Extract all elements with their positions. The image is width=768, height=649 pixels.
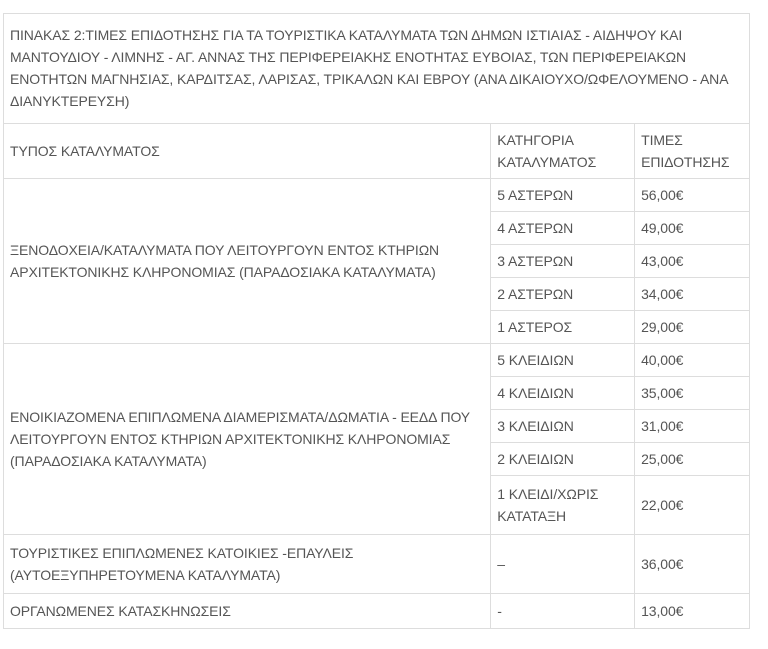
row-category: 3 ΑΣΤΕΡΩΝ (491, 245, 635, 278)
row-price: 29,00€ (635, 311, 750, 344)
row-category: 1 ΚΛΕΙΔΙ/ΧΩΡΙΣ ΚΑΤΑΤΑΞΗ (491, 476, 635, 535)
row-category: – (491, 535, 635, 594)
table-row (4, 535, 750, 594)
table-container (3, 13, 750, 629)
header-type: ΤΥΠΟΣ ΚΑΤΑΛΥΜΑΤΟΣ (4, 124, 491, 179)
table-row (4, 179, 750, 212)
row-category: - (491, 594, 635, 629)
row-price: 34,00€ (635, 278, 750, 311)
header-price: ΤΙΜΕΣ ΕΠΙΔΟΤΗΣΗΣ (635, 124, 750, 179)
row-price: 31,00€ (635, 410, 750, 443)
row-category: 4 ΑΣΤΕΡΩΝ (491, 212, 635, 245)
row-type: ΟΡΓΑΝΩΜΕΝΕΣ ΚΑΤΑΣΚΗΝΩΣΕΙΣ (4, 594, 491, 629)
row-price: 22,00€ (635, 476, 750, 535)
header-category: ΚΑΤΗΓΟΡΙΑ ΚΑΤΑΛΥΜΑΤΟΣ (491, 124, 635, 179)
table-title-row (4, 14, 750, 124)
row-price: 13,00€ (635, 594, 750, 629)
row-category: 5 ΚΛΕΙΔΙΩΝ (491, 344, 635, 377)
subsidy-table (3, 13, 750, 629)
row-category: 3 ΚΛΕΙΔΙΩΝ (491, 410, 635, 443)
row-price: 40,00€ (635, 344, 750, 377)
row-price: 43,00€ (635, 245, 750, 278)
row-category: 2 ΑΣΤΕΡΩΝ (491, 278, 635, 311)
table-row (4, 594, 750, 629)
row-category: 2 ΚΛΕΙΔΙΩΝ (491, 443, 635, 476)
table-row (4, 344, 750, 377)
row-category: 4 ΚΛΕΙΔΙΩΝ (491, 377, 635, 410)
row-price: 25,00€ (635, 443, 750, 476)
row-type: ΤΟΥΡΙΣΤΙΚΕΣ ΕΠΙΠΛΩΜΕΝΕΣ ΚΑΤΟΙΚΙΕΣ -ΕΠΑΥΛΕΙΣ (ΑΥΤΟΕΞΥΠΗΡΕΤΟΥΜΕΝΑ ΚΑΤΑΛΥΜΑΤΑ) (4, 535, 491, 594)
row-price: 56,00€ (635, 179, 750, 212)
group-type-hotels: ΞΕΝΟΔΟΧΕΙΑ/ΚΑΤΑΛΥΜΑΤΑ ΠΟΥ ΛΕΙΤΟΥΡΓΟΥΝ ΕΝΤΟΣ ΚΤΗΡΙΩΝ ΑΡΧΙΤΕΚΤΟΝΙΚΗΣ ΚΛΗΡΟΝΟΜΙΑΣ (ΠΑΡΑΔΟΣΙΑΚΑ ΚΑΤΑΛΥΜΑΤΑ) (4, 179, 491, 344)
table-header-row (4, 124, 750, 179)
row-category: 5 ΑΣΤΕΡΩΝ (491, 179, 635, 212)
table-title: ΠΙΝΑΚΑΣ 2:ΤΙΜΕΣ ΕΠΙΔΟΤΗΣΗΣ ΓΙΑ ΤΑ ΤΟΥΡΙΣΤΙΚΑ ΚΑΤΑΛΥΜΑΤΑ ΤΩΝ ΔΗΜΩΝ ΙΣΤΙΑΙΑΣ - ΑΙΔΗΨΟΥ ΚΑΙ ΜΑΝΤΟΥΔΙΟΥ - ΛΙΜΝΗΣ - ΑΓ. ΑΝΝΑΣ ΤΗΣ ΠΕΡΙΦΕΡΕΙΑΚΗΣ ΕΝΟΤΗΤΑΣ ΕΥΒΟΙΑΣ, ΤΩΝ ΠΕΡΙΦΕΡΕΙΑΚΩΝ ΕΝΟΤΗΤΩΝ ΜΑΓΝΗΣΙΑΣ, ΚΑΡΔΙΤΣΑΣ, ΛΑΡΙΣΑΣ, ΤΡΙΚΑΛΩΝ ΚΑΙ ΕΒΡΟΥ (ΑΝΑ ΔΙΚΑΙΟΥΧΟ/ΩΦΕΛΟΥΜΕΝΟ - ΑΝΑ ΔΙΑΝΥΚΤΕΡΕΥΣΗ) (4, 14, 750, 124)
group-type-apartments: ΕΝΟΙΚΙΑΖΟΜΕΝΑ ΕΠΙΠΛΩΜΕΝΑ ΔΙΑΜΕΡΙΣΜΑΤΑ/ΔΩΜΑΤΙΑ - ΕΕΔΔ ΠΟΥ ΛΕΙΤΟΥΡΓΟΥΝ ΕΝΤΟΣ ΚΤΗΡΙΩΝ ΑΡΧΙΤΕΚΤΟΝΙΚΗΣ ΚΛΗΡΟΝΟΜΙΑΣ (ΠΑΡΑΔΟΣΙΑΚΑ ΚΑΤΑΛΥΜΑΤΑ) (4, 344, 491, 535)
row-price: 49,00€ (635, 212, 750, 245)
row-price: 36,00€ (635, 535, 750, 594)
row-category: 1 ΑΣΤΕΡΟΣ (491, 311, 635, 344)
row-price: 35,00€ (635, 377, 750, 410)
